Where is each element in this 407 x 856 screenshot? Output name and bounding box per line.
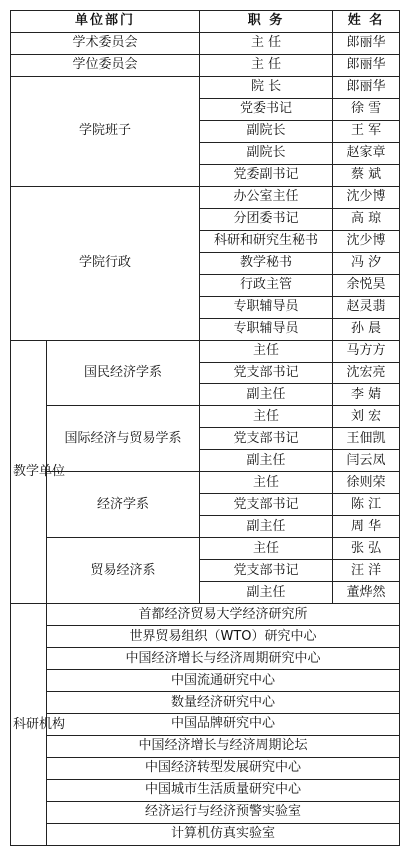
duty-cell: 副主任	[200, 516, 333, 538]
person-cell: 孙 晨	[333, 318, 400, 340]
research-item: 中国经济增长与经济周期研究中心	[47, 648, 400, 670]
table-row	[11, 670, 400, 692]
committee-name: 学术委员会	[11, 32, 200, 54]
department-name: 国际经济与贸易学系	[47, 406, 200, 472]
table-row	[11, 692, 400, 714]
research-item: 经济运行与经济预警实验室	[47, 801, 400, 823]
duty-cell: 副院长	[200, 142, 333, 164]
person-cell: 郎丽华	[333, 32, 400, 54]
person-cell: 冯 汐	[333, 252, 400, 274]
header-duty: 职 务	[200, 11, 333, 33]
duty-cell: 专职辅导员	[200, 296, 333, 318]
teaching-label: 教学单位	[11, 340, 47, 604]
duty-cell: 党委副书记	[200, 164, 333, 186]
duty-cell: 党委书记	[200, 98, 333, 120]
duty-cell: 主 任	[200, 32, 333, 54]
duty-cell: 主任	[200, 472, 333, 494]
person-cell: 赵灵翡	[333, 296, 400, 318]
duty-cell: 党支部书记	[200, 428, 333, 450]
duty-cell: 院 长	[200, 76, 333, 98]
person-cell: 周 华	[333, 516, 400, 538]
department-name: 国民经济学系	[47, 340, 200, 406]
duty-cell: 主任	[200, 538, 333, 560]
table-row	[11, 340, 400, 362]
header-row	[11, 11, 400, 33]
duty-cell: 党支部书记	[200, 362, 333, 384]
research-item: 中国城市生活质量研究中心	[47, 779, 400, 801]
duty-cell: 副主任	[200, 450, 333, 472]
duty-cell: 党支部书记	[200, 560, 333, 582]
person-cell: 汪 洋	[333, 560, 400, 582]
duty-cell: 专职辅导员	[200, 318, 333, 340]
person-cell: 赵家章	[333, 142, 400, 164]
table-row	[11, 406, 400, 428]
table-row	[11, 714, 400, 736]
research-label: 科研机构	[11, 604, 47, 846]
duty-cell: 副主任	[200, 582, 333, 604]
header-name: 姓 名	[333, 11, 400, 33]
department-name: 经济学系	[47, 472, 200, 538]
person-cell: 马方方	[333, 340, 400, 362]
person-cell: 郎丽华	[333, 54, 400, 76]
header-dept: 单位部门	[11, 11, 200, 33]
duty-cell: 分团委书记	[200, 208, 333, 230]
department-name: 贸易经济系	[47, 538, 200, 604]
person-cell: 高 琼	[333, 208, 400, 230]
table-row	[11, 472, 400, 494]
leadership-label: 学院班子	[11, 76, 200, 186]
person-cell: 徐 雪	[333, 98, 400, 120]
person-cell: 沈少博	[333, 230, 400, 252]
research-item: 中国经济转型发展研究中心	[47, 757, 400, 779]
research-item: 中国经济增长与经济周期论坛	[47, 735, 400, 757]
person-cell: 陈 江	[333, 494, 400, 516]
person-cell: 沈宏亮	[333, 362, 400, 384]
person-cell: 闫云凤	[333, 450, 400, 472]
person-cell: 李 婧	[333, 384, 400, 406]
table-row	[11, 735, 400, 757]
table-row	[11, 648, 400, 670]
admin-label: 学院行政	[11, 186, 200, 340]
duty-cell: 党支部书记	[200, 494, 333, 516]
duty-cell: 主 任	[200, 54, 333, 76]
duty-cell: 主任	[200, 340, 333, 362]
person-cell: 沈少博	[333, 186, 400, 208]
person-cell: 郎丽华	[333, 76, 400, 98]
table-row	[11, 823, 400, 845]
duty-cell: 主任	[200, 406, 333, 428]
research-item: 计算机仿真实验室	[47, 823, 400, 845]
person-cell: 张 弘	[333, 538, 400, 560]
person-cell: 徐则荣	[333, 472, 400, 494]
committee-name: 学位委员会	[11, 54, 200, 76]
table-row	[11, 757, 400, 779]
duty-cell: 办公室主任	[200, 186, 333, 208]
table-row	[11, 54, 400, 76]
person-cell: 刘 宏	[333, 406, 400, 428]
table-row	[11, 32, 400, 54]
research-item: 中国流通研究中心	[47, 670, 400, 692]
person-cell: 王 军	[333, 120, 400, 142]
duty-cell: 教学秘书	[200, 252, 333, 274]
duty-cell: 副院长	[200, 120, 333, 142]
research-item: 数量经济研究中心	[47, 692, 400, 714]
table-row	[11, 779, 400, 801]
table-row	[11, 626, 400, 648]
duty-cell: 科研和研究生秘书	[200, 230, 333, 252]
person-cell: 余悦昊	[333, 274, 400, 296]
research-item: 世界贸易组织（WTO）研究中心	[47, 626, 400, 648]
research-item: 首都经济贸易大学经济研究所	[47, 604, 400, 626]
table-row	[11, 76, 400, 98]
duty-cell: 行政主管	[200, 274, 333, 296]
table-row	[11, 186, 400, 208]
table-row	[11, 538, 400, 560]
duty-cell: 副主任	[200, 384, 333, 406]
organization-table	[10, 10, 400, 846]
person-cell: 王佃凯	[333, 428, 400, 450]
research-item: 中国品牌研究中心	[47, 714, 400, 736]
table-row	[11, 801, 400, 823]
table-row	[11, 604, 400, 626]
person-cell: 董烨然	[333, 582, 400, 604]
person-cell: 蔡 斌	[333, 164, 400, 186]
